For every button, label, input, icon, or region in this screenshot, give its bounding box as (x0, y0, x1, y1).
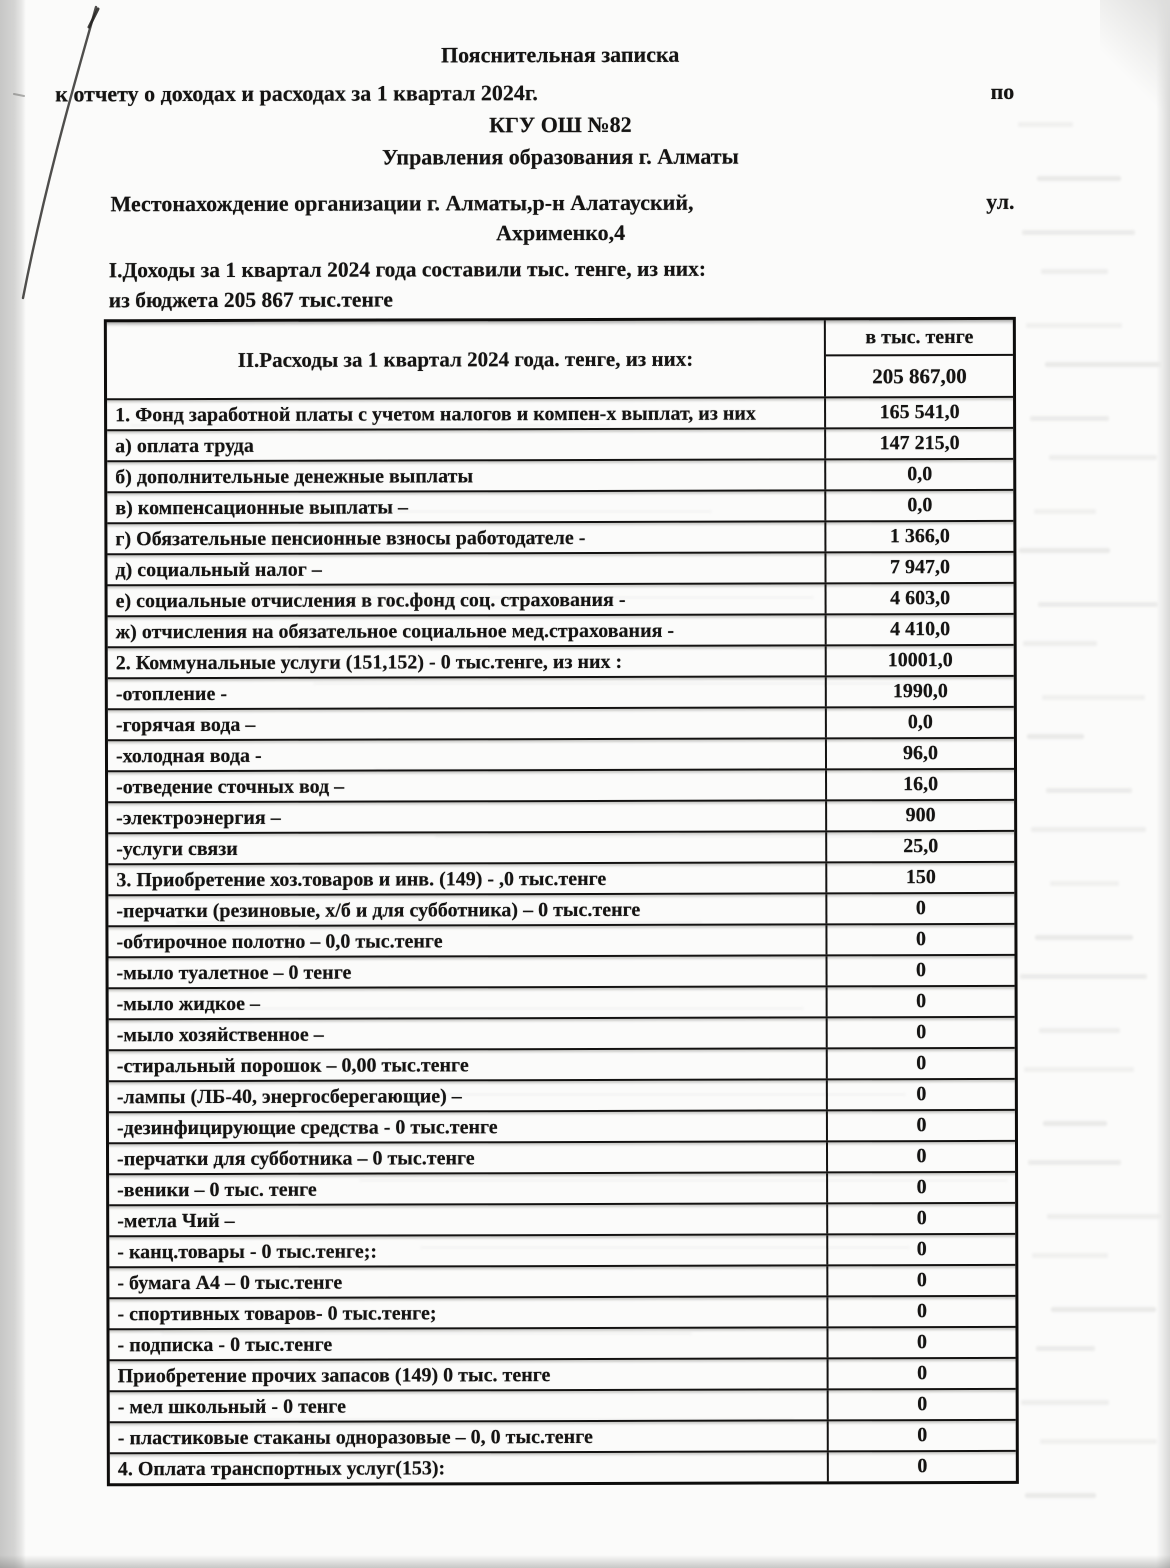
income-line-1: I.Доходы за 1 квартал 2024 года составили тыс. тенге, из них: (108, 256, 707, 283)
row-label: -перчатки (резиновые, х/б и для субботника) – 0 тыс.тенге (116, 898, 641, 922)
table-row (108, 925, 1014, 958)
row-label: Приобретение прочих запасов (149) 0 тыс. тенге (117, 1363, 551, 1387)
row-label: 1. Фонд заработной платы с учетом налогов и компен-х выплат, из них (115, 402, 756, 426)
row-value: 0 (827, 1452, 1016, 1481)
text-fragment-po: по (990, 78, 1015, 104)
row-label: - пластиковые стаканы одноразовые – 0, 0 тыс.тенге (117, 1425, 593, 1449)
row-label: г) Обязательные пенсионные взносы работодателе - (115, 526, 586, 550)
table-row (109, 1142, 1015, 1175)
text-fragment-ul: ул. (986, 188, 1015, 214)
row-value: 4 603,0 (825, 584, 1014, 613)
org-name: КГУ ОШ №82 (489, 111, 632, 138)
row-label: - спортивных товаров- 0 тыс.тенге; (117, 1301, 437, 1325)
table-row (107, 491, 1013, 524)
table-row (109, 1235, 1015, 1268)
row-label: 4. Оплата транспортных услуг(153): (117, 1456, 446, 1480)
table-row (107, 553, 1013, 586)
row-value: 0 (827, 1359, 1016, 1388)
row-value: 165 541,0 (824, 398, 1013, 427)
row-label: -обтирочное полотно – 0,0 тыс.тенге (116, 929, 443, 953)
table-row (108, 894, 1014, 927)
row-label: -веники – 0 тыс. тенге (117, 1178, 317, 1201)
row-value: 150 (825, 863, 1014, 892)
table-body (107, 398, 1016, 1483)
row-value: 0 (826, 1018, 1015, 1047)
row-label: -перчатки для субботника – 0 тыс.тенге (117, 1146, 475, 1170)
table-row (108, 615, 1014, 648)
table-row (107, 398, 1013, 431)
table-row (109, 1297, 1015, 1330)
location-line: Местонахождение организации г. Алматы,р-н Алатауский, (110, 189, 694, 217)
table-row (109, 987, 1015, 1020)
table-header-value-cell (824, 320, 1013, 396)
row-value: 0 (826, 1049, 1015, 1078)
table-row (109, 1080, 1015, 1113)
row-label: д) социальный налог – (115, 558, 322, 581)
address-line: Ахрименко,4 (496, 219, 626, 246)
row-label: - мел школьный - 0 тенге (117, 1395, 347, 1418)
row-value: 25,0 (825, 832, 1014, 861)
row-label: ж) отчисления на обязательное социальное мед.страхования - (115, 619, 675, 643)
row-value: 0,0 (824, 491, 1013, 520)
table-row (108, 708, 1014, 741)
row-value: 0 (826, 1142, 1015, 1171)
row-label: 2. Коммунальные услуги (151,152) - 0 тыс.тенге, из них : (115, 650, 623, 674)
row-label: -горячая вода – (115, 713, 256, 736)
table-header-row (107, 320, 1013, 400)
table-row (108, 770, 1014, 803)
row-value: 0 (826, 1328, 1015, 1357)
row-value: 16,0 (825, 770, 1014, 799)
row-value: 0 (826, 956, 1015, 985)
table-row (109, 1173, 1015, 1206)
table-row (108, 863, 1014, 896)
row-value: 0 (827, 1390, 1016, 1419)
doc-subtitle-row (0, 77, 1014, 110)
doc-subtitle: к отчету о доходах и расходах за 1 квартал 2024г. (55, 80, 538, 107)
scanner-edge-left (0, 0, 26, 1568)
row-value: 0 (826, 987, 1015, 1016)
table-row (110, 1421, 1016, 1454)
row-value: 147 215,0 (824, 429, 1013, 458)
row-label: -мыло жидкое – (116, 992, 261, 1015)
scanner-corner-shade (1100, 0, 1170, 150)
row-value: 0 (827, 1421, 1016, 1450)
table-row (110, 1390, 1016, 1423)
row-value: 4 410,0 (825, 615, 1014, 644)
row-label: 3. Приобретение хоз.товаров и инв. (149) - ,0 тыс.тенге (116, 867, 607, 891)
income-line-2: из бюджета 205 867 тыс.тенге (108, 287, 393, 313)
table-row (109, 1328, 1015, 1361)
row-label: а) оплата труда (115, 434, 254, 457)
table-row (108, 677, 1014, 710)
table-row (110, 1359, 1016, 1392)
org-parent: Управления образования г. Алматы (382, 143, 739, 170)
scan-bottom-shadow (0, 1555, 1170, 1568)
table-header-label: II.Расходы за 1 квартал 2024 года. тенге, из них: (237, 346, 694, 372)
table-row (107, 460, 1013, 493)
table-row (107, 429, 1013, 462)
row-value: 900 (825, 801, 1014, 830)
row-label: в) компенсационные выплаты – (115, 495, 409, 519)
row-value: 0,0 (825, 708, 1014, 737)
table-row (109, 956, 1015, 989)
row-label: -отведение сточных вод – (116, 775, 345, 798)
scanner-edge-right (1156, 0, 1170, 1568)
table-row (107, 522, 1013, 555)
row-label: е) социальные отчисления в гос.фонд соц. страхования - (115, 588, 626, 612)
row-label: -лампы (ЛБ-40, энергосберегающие) – (116, 1084, 462, 1108)
row-value: 0 (826, 1266, 1015, 1295)
row-label: -электроэнергия – (116, 806, 281, 829)
table-row (110, 1452, 1016, 1483)
expenses-table (104, 317, 1019, 1486)
row-value: 0 (826, 1111, 1015, 1140)
ghost-text-streak (1025, 1493, 1096, 1498)
table-row (109, 1204, 1015, 1237)
row-label: - подписка - 0 тыс.тенге (117, 1333, 333, 1356)
row-value: 0 (826, 1297, 1015, 1326)
table-row (108, 832, 1014, 865)
row-value: 0 (826, 1235, 1015, 1264)
table-row (109, 1266, 1015, 1299)
row-label: -дезинфицирующие средства - 0 тыс.тенге (116, 1115, 498, 1139)
table-row (108, 646, 1014, 679)
row-label: -услуги связи (116, 837, 238, 860)
table-row (109, 1018, 1015, 1051)
row-value: 0 (826, 1173, 1015, 1202)
row-value: 7 947,0 (824, 553, 1013, 582)
table-row (108, 801, 1014, 834)
row-label: -мыло туалетное – 0 тенге (116, 961, 352, 984)
table-row (108, 739, 1014, 772)
row-label: -метла Чий – (117, 1209, 235, 1232)
row-label: -холодная вода - (115, 744, 262, 767)
table-row (108, 584, 1014, 617)
row-label: -мыло хозяйственное – (116, 1023, 324, 1046)
row-label: -отопление - (115, 682, 228, 705)
row-value: 96,0 (825, 739, 1014, 768)
row-value: 0 (826, 1080, 1015, 1109)
row-value: 10001,0 (825, 646, 1014, 675)
row-value: 0,0 (824, 460, 1013, 489)
table-row (109, 1111, 1015, 1144)
row-value: 1 366,0 (824, 522, 1013, 551)
table-row (109, 1049, 1015, 1082)
location-row (0, 187, 1014, 220)
row-label: -стиральный порошок – 0,00 тыс.тенге (116, 1053, 469, 1077)
row-label: - бумага А4 – 0 тыс.тенге (117, 1271, 343, 1294)
row-label: б) дополнительные денежные выплаты (115, 464, 474, 488)
row-value: 0 (825, 925, 1014, 954)
row-value: 0 (826, 1204, 1015, 1233)
row-value: 1990,0 (825, 677, 1014, 706)
table-total-value: 205 867,00 (872, 363, 967, 388)
doc-title: Пояснительная записка (440, 41, 680, 68)
row-label: - канц.товары - 0 тыс.тенге;: (117, 1240, 378, 1263)
row-value: 0 (825, 894, 1014, 923)
table-unit-header: в тыс. тенге (826, 320, 1013, 356)
